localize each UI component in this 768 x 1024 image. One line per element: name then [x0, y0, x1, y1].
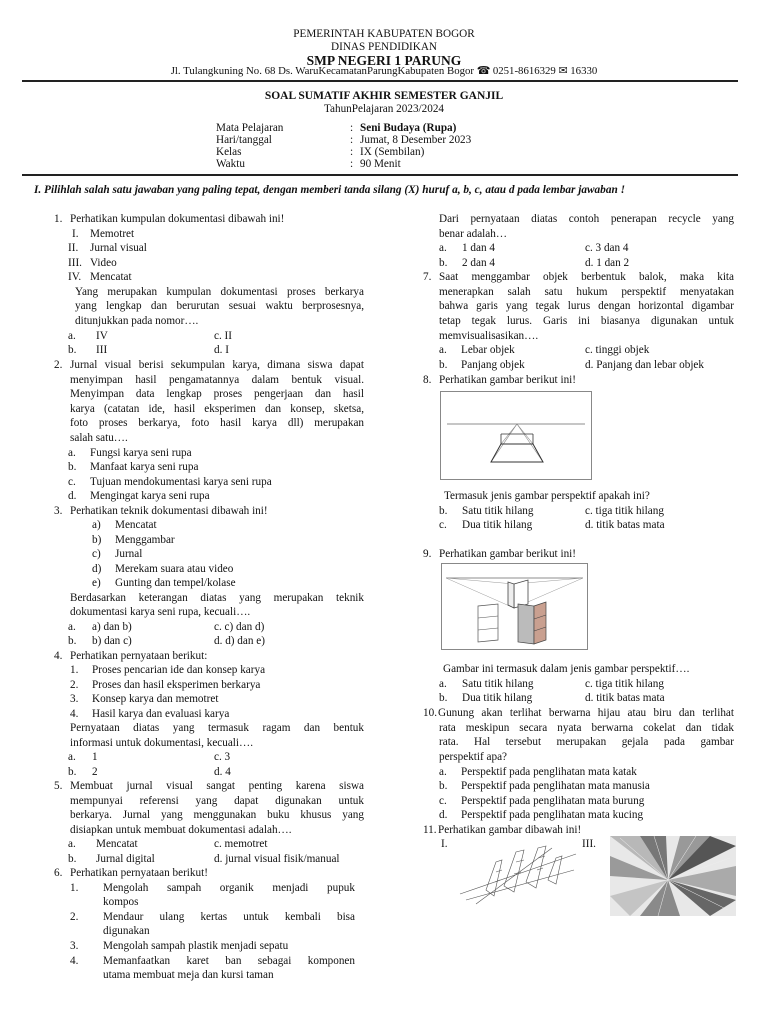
- option-letter[interactable]: b.: [68, 853, 77, 865]
- q5-body: mempunyai referensi yang dapat digunakan untuk: [70, 795, 364, 807]
- q3-item-num: c): [92, 548, 101, 560]
- option-b[interactable]: 2 dan 4: [462, 257, 495, 269]
- q6-text: Perhatikan pernyataan berikut!: [70, 867, 208, 879]
- q10-body: rata meskipun secara nyata berwarna cokelat dan tidak: [439, 722, 734, 734]
- option-b[interactable]: Manfaat karya seni rupa: [90, 461, 199, 473]
- q4-item-num: 4.: [70, 708, 79, 720]
- option-d[interactable]: d. 4: [214, 766, 231, 778]
- option-c[interactable]: c. 3 dan 4: [585, 242, 629, 254]
- option-c[interactable]: Dua titik hilang: [462, 519, 533, 531]
- q10-body: rata. Hal tersebut merupakan gejala pada gambar: [439, 736, 734, 748]
- info-sep: :: [350, 122, 354, 134]
- q3-item: Menggambar: [115, 534, 175, 546]
- option-a[interactable]: Perspektif pada penglihatan mata katak: [461, 766, 637, 778]
- q2-body: foto proses berkarya, foto hasil karya dll) merupakan: [70, 417, 364, 429]
- two-point-perspective-figure: [441, 563, 588, 650]
- option-letter[interactable]: b.: [68, 461, 77, 473]
- q1-item: Video: [90, 257, 117, 269]
- q7-body: tetap tegak lurus. Garis ini biasanya digunakan untuk: [439, 315, 734, 327]
- option-d[interactable]: d. titik batas mata: [585, 519, 665, 531]
- q4-item-num: 1.: [70, 664, 79, 676]
- q2-text: Jurnal visual berisi sekumpulan karya, dimana siswa dapat: [70, 359, 364, 371]
- q10-text: Gunung akan terlihat berwarna hijau atau biru dan terlihat: [438, 707, 734, 719]
- q1-item-num: II.: [68, 242, 79, 254]
- info-sep: :: [350, 134, 354, 146]
- option-b[interactable]: Jurnal digital: [96, 853, 155, 865]
- option-c[interactable]: c. II: [214, 330, 233, 342]
- option-a[interactable]: Mencatat: [96, 838, 138, 850]
- option-letter[interactable]: b.: [439, 359, 448, 371]
- q4-text: Perhatikan pernyataan berikut:: [70, 650, 208, 662]
- option-d[interactable]: d. I: [214, 344, 229, 356]
- q11-number: 11.: [423, 824, 437, 836]
- q5-number: 5.: [54, 780, 63, 792]
- q1-item-num: III.: [68, 257, 82, 269]
- q3-item-num: b): [92, 534, 102, 546]
- option-letter[interactable]: c.: [439, 795, 447, 807]
- option-letter[interactable]: c.: [439, 519, 447, 531]
- option-d[interactable]: Perspektif pada penglihatan mata kucing: [461, 809, 644, 821]
- option-c[interactable]: Perspektif pada penglihatan mata burung: [461, 795, 645, 807]
- info-label: Mata Pelajaran: [216, 122, 284, 134]
- q10-number: 10.: [423, 707, 437, 719]
- q4-item-num: 3.: [70, 693, 79, 705]
- q6-item: Mendaur ulang kertas untuk kembali bisa: [103, 911, 355, 923]
- q3-number: 3.: [54, 505, 63, 517]
- exam-year: TahunPelajaran 2023/2024: [323, 103, 445, 115]
- q6-item: Mengolah sampah plastik menjadi sepatu: [103, 940, 289, 952]
- option-letter[interactable]: b.: [439, 505, 448, 517]
- q6-cont: Dari pernyataan diatas contoh penerapan recycle yang: [439, 213, 734, 225]
- option-letter[interactable]: a.: [439, 344, 447, 356]
- q3-item-num: a): [92, 519, 101, 531]
- option-b[interactable]: b) dan c): [92, 635, 132, 647]
- q3-item-num: d): [92, 563, 102, 575]
- q2-body: Menyimpan data lengkap proses pengerjaan dan hasil: [70, 388, 364, 400]
- q7-body: bahwa garis yang tegak lurus dengan horizontal digambar: [439, 300, 734, 312]
- q4-item: Proses dan hasil eksperimen berkarya: [92, 679, 261, 691]
- q3-body: Berdasarkan keterangan diatas yang merupakan teknik: [70, 592, 364, 604]
- q4-item: Konsep karya dan memotret: [92, 693, 219, 705]
- q6-item-num: 4.: [70, 955, 79, 967]
- option-letter[interactable]: a.: [439, 242, 447, 254]
- q4-item: Hasil karya dan evaluasi karya: [92, 708, 230, 720]
- option-d[interactable]: d. Panjang dan lebar objek: [585, 359, 704, 371]
- q4-number: 4.: [54, 650, 63, 662]
- q2-body: karya (catatan ide, hasil eksperimen dan konsep, sketsa,: [70, 403, 364, 415]
- option-b[interactable]: Perspektif pada penglihatan mata manusia: [461, 780, 650, 792]
- q11-label-3: III.: [582, 838, 596, 850]
- option-letter[interactable]: a.: [68, 621, 76, 633]
- option-a[interactable]: a) dan b): [92, 621, 132, 633]
- q3-item: Gunting dan tempel/kolase: [115, 577, 236, 589]
- option-letter[interactable]: d.: [439, 809, 448, 821]
- school-address: Jl. Tulangkuning No. 68 Ds. WaruKecamatanParungKabupaten Bogor ☎ 0251-8616329 ✉ 16330: [170, 65, 598, 77]
- option-letter[interactable]: b.: [68, 635, 77, 647]
- q3-body: dokumentasi karya seni rupa, kecuali….: [70, 606, 251, 618]
- birds-eye-building-photo: [610, 836, 736, 916]
- option-c[interactable]: c. tiga titik hilang: [585, 505, 664, 517]
- three-point-perspective-sketch: [456, 842, 581, 912]
- q6-item: Mengolah sampah organik menjadi pupuk: [103, 882, 355, 894]
- q8-text: Perhatikan gambar berikut ini!: [439, 374, 577, 386]
- option-a[interactable]: 1 dan 4: [462, 242, 495, 254]
- option-letter[interactable]: b.: [68, 344, 77, 356]
- q4-item-num: 2.: [70, 679, 79, 691]
- info-value: IX (Sembilan): [360, 146, 425, 158]
- q1-body: yang lengkap dan berurutan sesuai waktu berprosesnya,: [75, 300, 364, 312]
- option-letter[interactable]: b.: [439, 257, 448, 269]
- instruction: I. Pilihlah salah satu jawaban yang paling tepat, dengan memberi tanda silang (X) huruf a, b, c, atau d pada lembar jawaban !: [34, 184, 625, 196]
- q2-number: 2.: [54, 359, 63, 371]
- option-c[interactable]: c. tinggi objek: [585, 344, 650, 356]
- info-divider: [22, 174, 738, 176]
- q3-item: Jurnal: [115, 548, 143, 560]
- option-letter[interactable]: a.: [68, 751, 76, 763]
- gov-title: PEMERINTAH KABUPATEN BOGOR: [293, 28, 475, 40]
- q1-item-num: IV.: [68, 271, 82, 283]
- option-b[interactable]: Panjang objek: [461, 359, 525, 371]
- option-letter[interactable]: a.: [439, 678, 447, 690]
- q8-body: Termasuk jenis gambar perspektif apakah ini?: [444, 490, 650, 502]
- option-a[interactable]: Lebar objek: [461, 344, 515, 356]
- q1-number: 1.: [54, 213, 63, 225]
- q8-number: 8.: [423, 374, 432, 386]
- info-label: Kelas: [216, 146, 242, 158]
- q7-text: Saat menggambar objek berbentuk balok, maka kita: [439, 271, 734, 283]
- q1-text: Perhatikan kumpulan dokumentasi dibawah ini!: [70, 213, 285, 225]
- q4-body: informasi untuk dokumentasi, kecuali….: [70, 737, 254, 749]
- option-d[interactable]: d. jurnal visual fisik/manual: [214, 853, 340, 865]
- q2-body: menyimpan hasil pengamatannya dalam bentuk visual.: [70, 374, 364, 386]
- option-b[interactable]: Satu titik hilang: [462, 505, 534, 517]
- q11-label-1: I.: [441, 838, 448, 850]
- info-value: Seni Budaya (Rupa): [360, 122, 457, 134]
- option-letter[interactable]: b.: [439, 780, 448, 792]
- q1-item: Mencatat: [90, 271, 132, 283]
- option-letter[interactable]: b.: [439, 692, 448, 704]
- q10-body: perspektif apa?: [439, 751, 508, 763]
- q1-body: ditunjukkan pada nomor….: [75, 315, 199, 327]
- q3-item-num: e): [92, 577, 101, 589]
- info-value: 90 Menit: [360, 158, 401, 170]
- option-c[interactable]: c. memotret: [214, 838, 268, 850]
- option-b[interactable]: Dua titik hilang: [462, 692, 533, 704]
- q11-text: Perhatikan gambar dibawah ini!: [438, 824, 582, 836]
- option-letter[interactable]: d.: [68, 490, 77, 502]
- q1-item: Jurnal visual: [90, 242, 147, 254]
- option-c[interactable]: c. c) dan d): [214, 621, 265, 633]
- school-name: SMP NEGERI 1 PARUNG: [306, 53, 462, 68]
- info-label: Hari/tanggal: [216, 134, 272, 146]
- q1-item-num: I.: [72, 228, 79, 240]
- q7-number: 7.: [423, 271, 432, 283]
- option-a[interactable]: Satu titik hilang: [462, 678, 534, 690]
- q9-body: Gambar ini termasuk dalam jenis gambar perspektif….: [443, 663, 690, 675]
- header-divider: [22, 80, 738, 82]
- option-a[interactable]: 1: [92, 751, 98, 763]
- q5-body: berkarya. Jurnal yang menggunakan buku khusus yang: [70, 809, 364, 821]
- exam-title: SOAL SUMATIF AKHIR SEMESTER GANJIL: [264, 90, 504, 102]
- q1-item: Memotret: [90, 228, 135, 240]
- info-sep: :: [350, 158, 354, 170]
- q7-body: memvisualisasikan….: [439, 330, 539, 342]
- option-c[interactable]: c. 3: [214, 751, 231, 763]
- option-letter[interactable]: b.: [68, 766, 77, 778]
- q6-item-num: 2.: [70, 911, 79, 923]
- option-d[interactable]: d. d) dan e): [214, 635, 265, 647]
- option-d[interactable]: d. 1 dan 2: [585, 257, 630, 269]
- q4-body: Pernyataan diatas yang termasuk ragam dan bentuk: [70, 722, 364, 734]
- q3-item: Merekam suara atau video: [115, 563, 234, 575]
- q2-body: salah satu….: [70, 432, 128, 444]
- q6-item-num: 3.: [70, 940, 79, 952]
- option-a[interactable]: IV: [96, 330, 108, 342]
- q6-item-cont: utama membuat meja dan kursi taman: [103, 969, 274, 981]
- option-c[interactable]: Tujuan mendokumentasi karya seni rupa: [90, 476, 272, 488]
- q6-item: Memanfaatkan karet ban sebagai komponen: [103, 955, 355, 967]
- info-label: Waktu: [216, 158, 245, 170]
- q1-body: Yang merupakan kumpulan dokumentasi proses berkarya: [75, 286, 364, 298]
- q3-item: Mencatat: [115, 519, 157, 531]
- option-d[interactable]: Mengingat karya seni rupa: [90, 490, 210, 502]
- q6-item-cont: kompos: [103, 896, 139, 908]
- option-letter[interactable]: a.: [439, 766, 447, 778]
- q3-text: Perhatikan teknik dokumentasi dibawah ini!: [70, 505, 268, 517]
- q9-text: Perhatikan gambar berikut ini!: [439, 548, 577, 560]
- q5-text: Membuat jurnal visual sangat penting karena siswa: [70, 780, 364, 792]
- option-letter[interactable]: a.: [68, 330, 76, 342]
- dept-title: DINAS PENDIDIKAN: [331, 41, 437, 53]
- q6-number: 6.: [54, 867, 63, 879]
- q6-item-num: 1.: [70, 882, 79, 894]
- q6-item-cont: digunakan: [103, 925, 150, 937]
- q9-number: 9.: [423, 548, 432, 560]
- option-c[interactable]: c. tiga titik hilang: [585, 678, 664, 690]
- q7-body: menerapkan salah satu hukum perspektif menyatakan: [439, 286, 734, 298]
- q5-body: disiapkan untuk membuat dokumentasi adalah….: [70, 824, 292, 836]
- q4-item: Proses pencarian ide dan konsep karya: [92, 664, 266, 676]
- one-point-perspective-figure: [440, 391, 592, 480]
- info-value: Jumat, 8 Desember 2023: [360, 134, 472, 146]
- info-sep: :: [350, 146, 354, 158]
- option-letter[interactable]: a.: [68, 838, 76, 850]
- option-d[interactable]: d. titik batas mata: [585, 692, 665, 704]
- q6-cont: benar adalah…: [439, 228, 508, 240]
- option-letter[interactable]: c.: [68, 476, 76, 488]
- option-letter[interactable]: a.: [68, 447, 76, 459]
- option-b[interactable]: III: [96, 344, 108, 356]
- option-b[interactable]: 2: [92, 766, 98, 778]
- option-a[interactable]: Fungsi karya seni rupa: [90, 447, 192, 459]
